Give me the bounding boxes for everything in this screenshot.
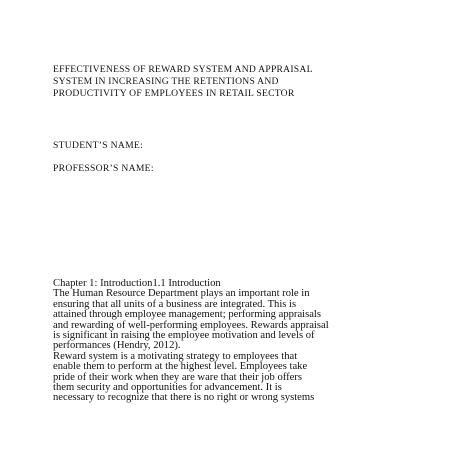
body-line: performances (Hendry, 2012). xyxy=(53,340,181,352)
chapter-heading: Chapter 1: Introduction1.1 Introduction xyxy=(53,278,221,289)
title-line: PRODUCTIVITY OF EMPLOYEES IN RETAIL SECTOR xyxy=(53,88,295,100)
title-line: SYSTEM IN INCREASING THE RETENTIONS AND xyxy=(53,76,279,88)
body-line: attained through employee management; performing appraisals xyxy=(53,309,321,321)
body-line: is significant in raising the employee motivation and levels of xyxy=(53,330,315,342)
body-line: Reward system is a motivating strategy to employees that xyxy=(53,350,298,362)
professor-name-label: PROFESSOR’S NAME: xyxy=(53,163,154,174)
title-line: EFFECTIVENESS OF REWARD SYSTEM AND APPRAISAL xyxy=(53,64,313,75)
body-line: and rewarding of well-performing employees. Rewards appraisal xyxy=(53,319,329,331)
chapter-body xyxy=(53,279,413,404)
student-name-label: STUDENT’S NAME: xyxy=(53,140,144,151)
document-title xyxy=(53,64,413,101)
body-line: necessary to recognize that there is no right or wrong systems xyxy=(53,392,315,404)
body-line: The Human Resource Department plays an important role in xyxy=(53,288,310,300)
body-line: pride of their work when they are ware that their job offers xyxy=(53,371,302,383)
body-line: enable them to perform at the highest level. Employees take xyxy=(53,361,308,373)
body-line: them security and opportunities for advancement. It is xyxy=(53,382,282,394)
body-line: ensuring that all units of a business are integrated. This is xyxy=(53,298,297,310)
